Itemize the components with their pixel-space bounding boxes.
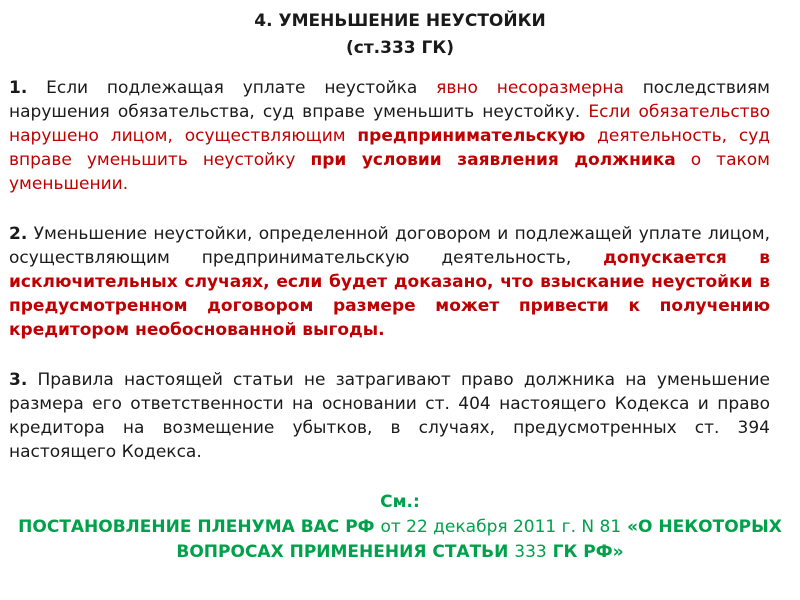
see-also-label: См.: (380, 492, 420, 512)
see-also-block (0, 490, 800, 565)
see-ref-date: от 22 декабря 2011 г. N 81 (380, 517, 622, 537)
paragraph-2 (9, 222, 770, 342)
p1-text-2: последствиям нарушения обязательства, суд вправе уменьшить неустойку. (9, 78, 771, 122)
p2-text-1: Уменьшение неустойки, определенной договором и подлежащей уплате лицом, осуществляющим предпринимательскую деятельность, (9, 224, 770, 268)
paragraph-1 (9, 76, 770, 196)
p1-highlight-entrepreneurial: предпринимательскую (357, 126, 586, 146)
title-line-1: 4. УМЕНЬШЕНИЕ НЕУСТОЙКИ (254, 11, 546, 31)
see-ref-part-e: ГК РФ» (546, 542, 624, 562)
paragraph-2-number: 2. (9, 224, 28, 244)
p1-text-1: Если подлежащая уплате неустойка (27, 78, 437, 98)
title-line-2: (ст.333 ГК) (345, 38, 455, 58)
p1-highlight-business: Если обязательство нарушено лицом, осуществляющим (9, 102, 771, 146)
p1-text-4: о таком уменьшении. (9, 150, 770, 194)
p1-highlight-debtor-statement: при условии заявления должника (310, 150, 676, 170)
paragraph-1-number: 1. (9, 78, 28, 98)
paragraph-3 (9, 368, 770, 464)
page-title (0, 8, 800, 62)
p1-text-3: деятельность, суд вправе уменьшить неустойку (9, 126, 771, 170)
see-ref-part-a: ПОСТАНОВЛЕНИЕ ПЛЕНУМА ВАС РФ (18, 517, 381, 537)
p3-text-1: Правила настоящей статьи не затрагивают право должника на уменьшение размера его ответственности на основании ст. 404 настоящего Кодекса и право кредитора на возмещение убытков, в случаях, предусмотренных ст. 394 настоящего Кодекса. (9, 370, 770, 462)
paragraph-3-number: 3. (9, 370, 28, 390)
see-ref-article: 333 (514, 542, 547, 562)
see-ref-part-c: «О НЕКОТОРЫХ ВОПРОСАХ ПРИМЕНЕНИЯ СТАТЬИ (176, 517, 782, 562)
p1-highlight-disproportionate: явно несоразмерна (436, 78, 624, 98)
see-also-reference (0, 515, 800, 565)
p2-highlight-exceptional-cases: допускается в исключительных случаях, если будет доказано, что взыскание неустойки в предусмотренном договором размере может привести к получению кредитором необоснованной выгоды. (9, 248, 770, 340)
